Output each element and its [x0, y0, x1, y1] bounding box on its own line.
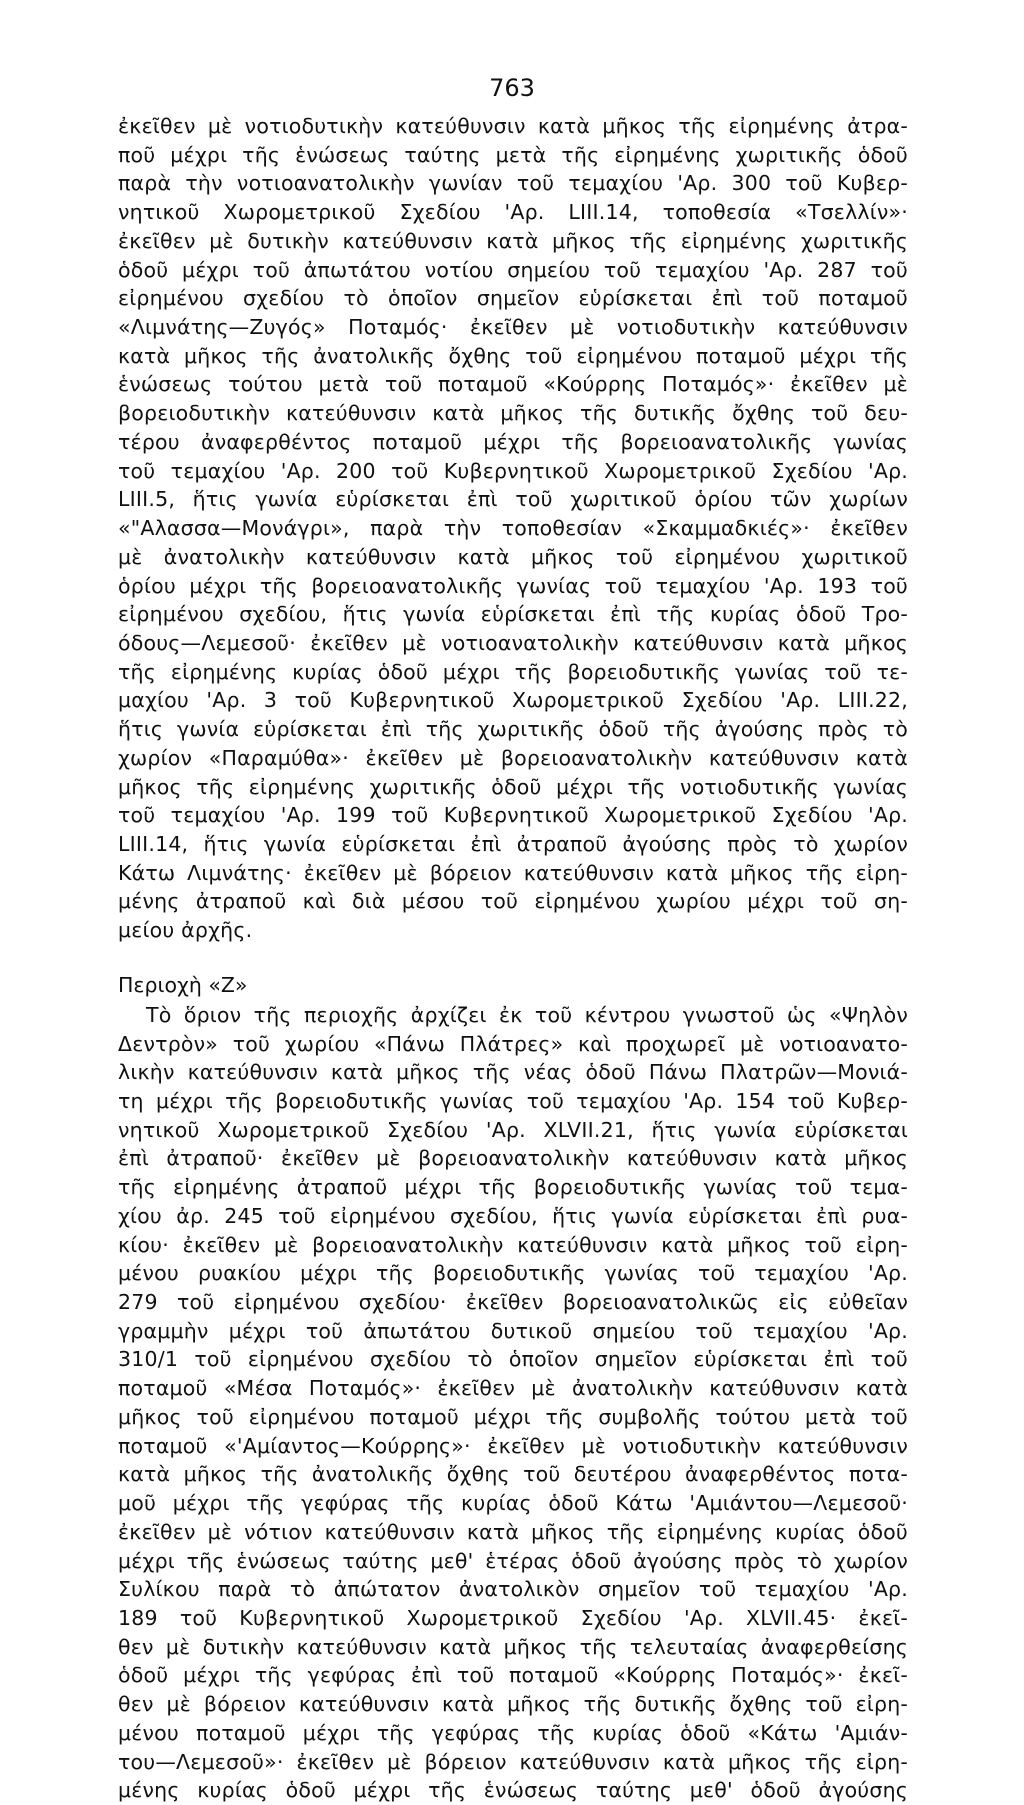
text-line: ποταμοῦ «Μέσα Ποταμός»· ἐκεῖθεν μὲ ἀνατολικὴν κατεύθυνσιν κατὰ: [118, 1376, 908, 1401]
text-line: ἐκεῖθεν μὲ νότιον κατεύθυνσιν κατὰ μῆκος τῆς εἰρημένης κυρίας ὁδοῦ: [118, 1519, 908, 1544]
text-line: νητικοῦ Χωρομετρικοῦ Σχεδίου 'Αρ. LIII.14, τοποθεσία «Τσελλίν»·: [118, 200, 908, 225]
text-line: ὁδοῦ μέχρι τῆς γεφύρας ἐπὶ τοῦ ποταμοῦ «Κούρρης Ποταμός»· ἐκεῖ-: [118, 1663, 908, 1688]
text-line: θεν μὲ δυτικὴν κατεύθυνσιν κατὰ μῆκος τῆς τελευταίας ἀναφερθείσης: [118, 1634, 908, 1659]
text-line: μένης κυρίας ὁδοῦ μέχρι τῆς ἑνώσεως ταύτης μεθ' ὁδοῦ ἀγούσης: [118, 1778, 908, 1803]
text-line: 310/1 τοῦ εἰρημένου σχεδίου τὸ ὁποῖον σημεῖον εὑρίσκεται ἐπὶ τοῦ: [118, 1347, 908, 1372]
text-line: νητικοῦ Χωρομετρικοῦ Σχεδίου 'Αρ. XLVII.21, ἥτις γωνία εὑρίσκεται: [118, 1117, 908, 1142]
text-line: ἑνώσεως τούτου μετὰ τοῦ ποταμοῦ «Κούρρης Ποταμός»· ἐκεῖθεν μὲ: [118, 372, 908, 397]
text-line: μοῦ μέχρι τῆς γεφύρας τῆς κυρίας ὁδοῦ Κάτω 'Αμιάντου—Λεμεσοῦ·: [118, 1491, 908, 1516]
text-line: μείου ἀρχῆς.: [118, 918, 253, 943]
text-line: τοῦ τεμαχίου 'Αρ. 200 τοῦ Κυβερνητικοῦ Χωρομετρικοῦ Σχεδίου 'Αρ.: [118, 458, 908, 483]
text-line: ἐπὶ ἀτραποῦ· ἐκεῖθεν μὲ βορειοανατολικὴν κατεύθυνσιν κατὰ μῆκος: [118, 1146, 908, 1171]
text-line: Τὸ ὅριον τῆς περιοχῆς ἀρχίζει ἐκ τοῦ κέντρου γνωστοῦ ὡς «Ψηλὸν: [146, 1002, 908, 1027]
text-line: θεν μὲ βόρειον κατεύθυνσιν κατὰ μῆκος τῆς δυτικῆς ὄχθης τοῦ εἰρη-: [118, 1692, 908, 1717]
text-line: τῆς εἰρημένης κυρίας ὁδοῦ μέχρι τῆς βορειοδυτικῆς γωνίας τοῦ τε-: [118, 659, 908, 684]
text-line: λικὴν κατεύθυνσιν κατὰ μῆκος τῆς νέας ὁδοῦ Πάνω Πλατρῶν—Μονιά-: [118, 1060, 908, 1085]
paragraph-2: [118, 1001, 908, 1805]
text-line: «Λιμνάτης—Ζυγός» Ποταμός· ἐκεῖθεν μὲ νοτιοδυτικὴν κατεύθυνσιν: [118, 315, 908, 340]
text-line: μῆκος τῆς εἰρημένης χωριτικῆς ὁδοῦ μέχρι τῆς νοτιοδυτικῆς γωνίας: [118, 774, 908, 799]
text-line: μαχίου 'Αρ. 3 τοῦ Κυβερνητικοῦ Χωρομετρικοῦ Σχεδίου 'Αρ. LIII.22,: [118, 688, 908, 713]
text-line: του—Λεμεσοῦ»· ἐκεῖθεν μὲ βόρειον κατεύθυνσιν κατὰ μῆκος τῆς εἰρη-: [118, 1749, 908, 1774]
text-line: LIII.14, ἥτις γωνία εὑρίσκεται ἐπὶ ἀτραποῦ ἀγούσης πρὸς τὸ χωρίον: [118, 831, 908, 856]
text-line: LIII.5, ἥτις γωνία εὑρίσκεται ἐπὶ τοῦ χωριτικοῦ ὁρίου τῶν χωρίων: [118, 487, 908, 512]
text-line: τῆς εἰρημένης ἀτραποῦ μέχρι τῆς βορειοδυτικῆς γωνίας τοῦ τεμα-: [118, 1175, 908, 1200]
page-number: 763: [489, 74, 535, 102]
text-line: ὁδοῦ μέχρι τοῦ ἀπωτάτου νοτίου σημείου τοῦ τεμαχίου 'Αρ. 287 τοῦ: [118, 257, 908, 282]
text-line: βορειοδυτικὴν κατεύθυνσιν κατὰ μῆκος τῆς δυτικῆς ὄχθης τοῦ δευ-: [118, 401, 908, 426]
document-body: [118, 112, 908, 1805]
text-line: ἐκεῖθεν μὲ δυτικὴν κατεύθυνσιν κατὰ μῆκος τῆς εἰρημένης χωριτικῆς: [118, 228, 908, 253]
text-line: χίου ἀρ. 245 τοῦ εἰρημένου σχεδίου, ἥτις γωνία εὑρίσκεται ἐπὶ ρυα-: [118, 1203, 908, 1228]
section-heading: Περιοχὴ «Ζ»: [118, 972, 248, 997]
text-line: κίου· ἐκεῖθεν μὲ βορειοανατολικὴν κατεύθυνσιν κατὰ μῆκος τοῦ εἰρη-: [118, 1232, 908, 1257]
text-line: 189 τοῦ Κυβερνητικοῦ Χωρομετρικοῦ Σχεδίου 'Αρ. XLVII.45· ἐκεῖ-: [118, 1605, 908, 1630]
text-line: μὲ ἀνατολικὴν κατεύθυνσιν κατὰ μῆκος τοῦ εἰρημένου χωριτικοῦ: [118, 544, 908, 569]
text-line: μένου ρυακίου μέχρι τῆς βορειοδυτικῆς γωνίας τοῦ τεμαχίου 'Αρ.: [118, 1261, 908, 1286]
text-line: τη μέχρι τῆς βορειοδυτικῆς γωνίας τοῦ τεμαχίου 'Αρ. 154 τοῦ Κυβερ-: [118, 1089, 908, 1113]
text-line: κατὰ μῆκος τῆς ἀνατολικῆς ὄχθης τοῦ δευτέρου ἀναφερθέντος ποτα-: [118, 1462, 908, 1487]
text-line: μῆκος τοῦ εἰρημένου ποταμοῦ μέχρι τῆς συμβολῆς τούτου μετὰ τοῦ: [118, 1404, 908, 1429]
text-line: όδους—Λεμεσοῦ· ἐκεῖθεν μὲ νοτιοανατολικὴν κατεύθυνσιν κατὰ μῆκος: [118, 630, 908, 655]
text-line: εἰρημένου σχεδίου, ἥτις γωνία εὑρίσκεται ἐπὶ τῆς κυρίας ὁδοῦ Τρο-: [118, 602, 908, 627]
text-line: παρὰ τὴν νοτιοανατολικὴν γωνίαν τοῦ τεμαχίου 'Αρ. 300 τοῦ Κυβερ-: [118, 171, 908, 196]
text-line: εἰρημένου σχεδίου τὸ ὁποῖον σημεῖον εὑρίσκεται ἐπὶ τοῦ ποταμοῦ: [118, 286, 908, 311]
text-line: Δεντρὸν» τοῦ χωρίου «Πάνω Πλάτρες» καὶ προχωρεῖ μὲ νοτιοανατο-: [118, 1031, 908, 1056]
text-line: χωρίον «Παραμύθα»· ἐκεῖθεν μὲ βορειοανατολικὴν κατεύθυνσιν κατὰ: [118, 745, 908, 770]
text-line: ποταμοῦ «'Αμίαντος—Κούρρης»· ἐκεῖθεν μὲ νοτιοδυτικὴν κατεύθυνσιν: [118, 1433, 908, 1458]
text-line: τέρου ἀναφερθέντος ποταμοῦ μέχρι τῆς βορειοανατολικῆς γωνίας: [118, 429, 908, 454]
text-line: ἥτις γωνία εὑρίσκεται ἐπὶ τῆς χωριτικῆς ὁδοῦ τῆς ἀγούσης πρὸς τὸ: [118, 717, 908, 742]
text-line: Κάτω Λιμνάτης· ἐκεῖθεν μὲ βόρειον κατεύθυνσιν κατὰ μῆκος τῆς εἰρη-: [118, 860, 908, 885]
text-line: τοῦ τεμαχίου 'Αρ. 199 τοῦ Κυβερνητικοῦ Χωρομετρικοῦ Σχεδίου 'Αρ.: [118, 803, 908, 828]
text-line: ποῦ μέχρι τῆς ἑνώσεως ταύτης μετὰ τῆς εἰρημένης χωριτικῆς ὁδοῦ: [118, 142, 908, 167]
text-line: 279 τοῦ εἰρημένου σχεδίου· ἐκεῖθεν βορειοανατολικῶς εἰς εὐθεῖαν: [118, 1290, 908, 1315]
text-line: «"Αλασσα—Μονάγρι», παρὰ τὴν τοποθεσίαν «Σκαμμαδκιές»· ἐκεῖθεν: [118, 516, 908, 541]
text-line: μέχρι τῆς ἑνώσεως ταύτης μεθ' ἑτέρας ὁδοῦ ἀγούσης πρὸς τὸ χωρίον: [118, 1548, 908, 1573]
text-line: ἐκεῖθεν μὲ νοτιοδυτικὴν κατεύθυνσιν κατὰ μῆκος τῆς εἰρημένης ἀτρα-: [118, 114, 908, 138]
text-line: μένης ἀτραποῦ καὶ διὰ μέσου τοῦ εἰρημένου χωρίου μέχρι τοῦ ση-: [118, 889, 908, 914]
text-line: Συλίκου παρὰ τὸ ἀπώτατον ἀνατολικὸν σημεῖον τοῦ τεμαχίου 'Αρ.: [118, 1577, 908, 1602]
text-line: κατὰ μῆκος τῆς ἀνατολικῆς ὄχθης τοῦ εἰρημένου ποταμοῦ μέχρι τῆς: [118, 343, 908, 368]
text-line: ὁρίου μέχρι τῆς βορειοανατολικῆς γωνίας τοῦ τεμαχίου 'Αρ. 193 τοῦ: [118, 573, 908, 598]
paragraph-1: [118, 112, 908, 945]
text-line: μένου ποταμοῦ μέχρι τῆς γεφύρας τῆς κυρίας ὁδοῦ «Κάτω 'Αμιάν-: [118, 1720, 908, 1745]
text-line: γραμμὴν μέχρι τοῦ ἀπωτάτου δυτικοῦ σημείου τοῦ τεμαχίου 'Αρ.: [118, 1318, 908, 1343]
